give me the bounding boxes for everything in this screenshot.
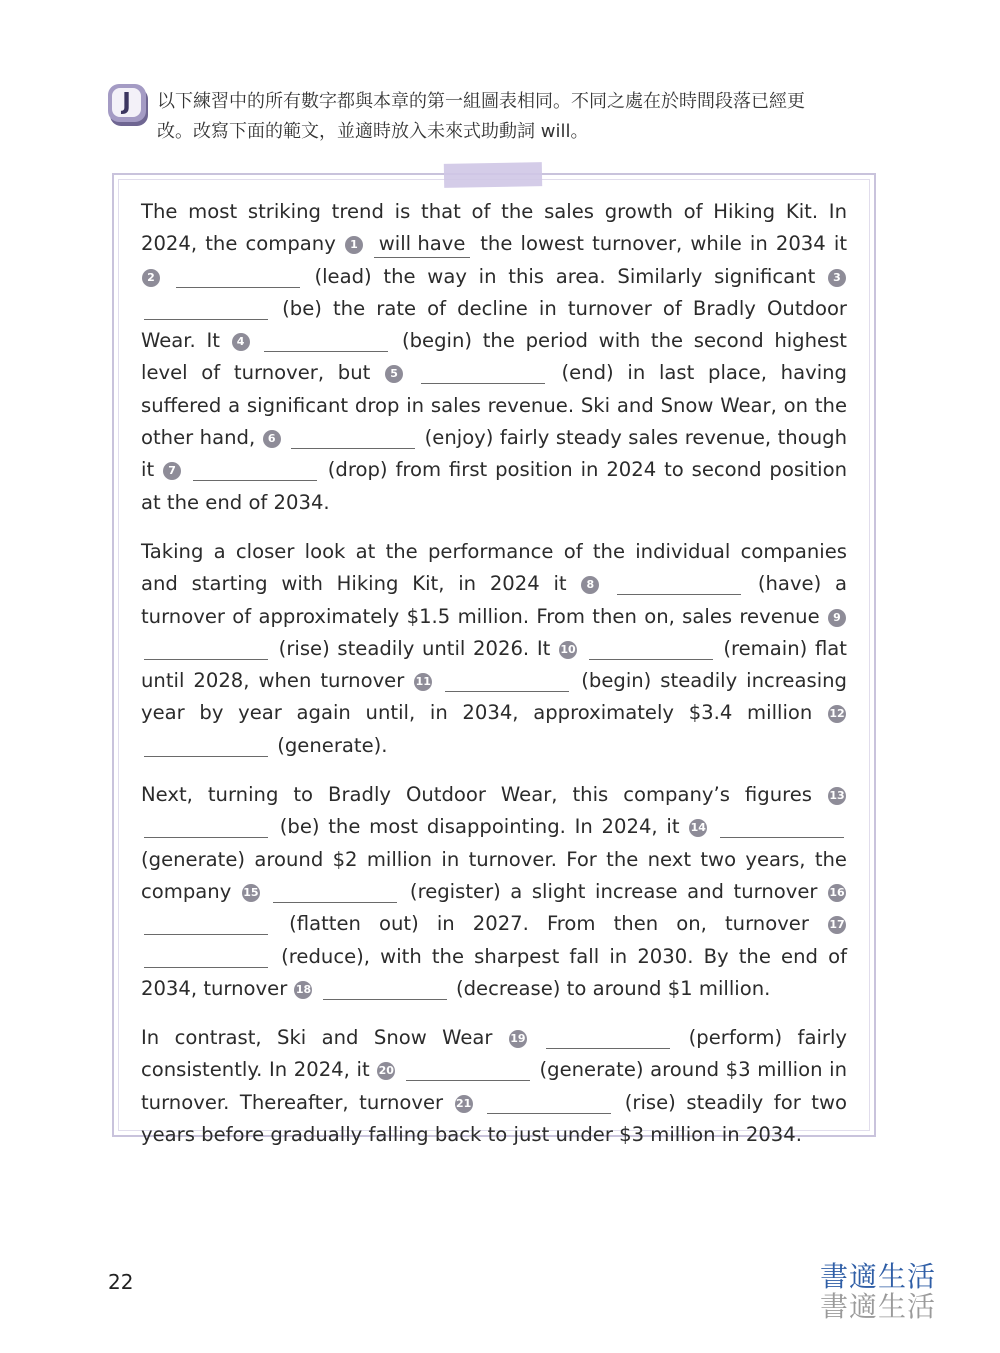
question-number-12: 12 [828,705,846,723]
paragraph-4 [141,1022,847,1151]
paragraph-1 [141,196,847,519]
instruction-line-2: 改。改寫下面的範文，並適時放入未來式助動詞 will。 [157,121,589,142]
text-segment: (be) the most disappointing. In 2024, it [271,815,689,839]
text-segment: Taking a closer look at the performance of the individual companies and starting with Hiking Kit, in 2024 it [141,539,847,596]
text-segment: (rise) steadily for two years before gradually falling back to just under $3 million in 2034. [141,1090,847,1147]
logo-line-2: 書適生活 [820,1290,937,1323]
text-segment: (decrease) to around $1 million. [449,976,771,1000]
answer-blank-18[interactable] [323,977,447,1000]
text-segment: (begin) steadily increasing year by year again until, in 2034, approximately $3.4 million [141,669,847,725]
text-segment: (enjoy) fairly steady sales revenue, though it [141,426,847,482]
answer-blank-12[interactable] [144,734,268,757]
question-number-16: 16 [828,884,846,902]
question-number-14: 14 [689,819,707,837]
exercise-text [141,196,847,1168]
text-segment: (flatten out) in 2027. From then on, turnover [271,912,827,936]
answer-blank-2[interactable] [176,265,300,288]
question-number-10: 10 [559,641,577,659]
paragraph-2 [141,536,847,762]
text-segment: (lead) the way in this area. Similarly significant [302,264,827,288]
answer-blank-13[interactable] [144,815,268,838]
text-segment: (generate) around $3 million in turnover. Thereafter, turnover [141,1058,847,1114]
question-number-19: 19 [509,1030,527,1048]
answer-blank-7[interactable] [193,458,317,481]
question-number-11: 11 [414,673,432,691]
answer-blank-21[interactable] [487,1091,611,1114]
page-number: 22 [108,1270,134,1294]
question-number-3: 3 [828,269,846,287]
text-segment: (generate). [271,733,388,757]
text-segment: (have) a turnover of approximately $1.5 million. From then on, sales revenue [141,572,848,628]
answer-blank-10[interactable] [589,637,713,660]
text-segment: (perform) fairly consistently. In 2024, it [141,1026,847,1082]
answer-blank-3[interactable] [144,297,268,320]
text-segment: Next, turning to Bradly Outdoor Wear, this company’s figures [141,783,827,807]
answer-blank-16[interactable] [144,912,268,935]
exercise-badge [108,84,146,122]
answer-blank-6[interactable] [291,426,415,449]
question-number-9: 9 [828,609,846,627]
question-number-6: 6 [263,430,281,448]
answer-blank-19[interactable] [546,1026,670,1049]
text-segment: (be) the rate of decline in turnover of Bradly Outdoor Wear. It [141,296,847,353]
answer-blank-17[interactable] [144,945,268,968]
question-number-17: 17 [828,916,846,934]
answer-blank-5[interactable] [421,361,545,384]
question-number-4: 4 [232,333,250,351]
example-answer: will have [374,231,470,258]
answer-blank-11[interactable] [445,669,569,692]
text-segment: (register) a slight increase and turnover [400,879,827,903]
text-segment: (generate) around $2 million in turnover. For the next two years, the company [141,847,847,903]
text-segment: (remain) flat until 2028, when turnover [141,636,847,693]
text-segment: (begin) the period with the second highest level of turnover, but [141,329,847,385]
answer-blank-15[interactable] [273,880,397,903]
instruction-text [157,87,877,147]
question-number-5: 5 [385,365,403,383]
question-number-8: 8 [581,576,599,594]
answer-blank-9[interactable] [144,637,268,660]
answer-blank-14[interactable] [720,815,844,838]
text-segment: (drop) from first position in 2024 to second position at the end of 2034. [141,458,847,514]
question-number-18: 18 [294,981,312,999]
text-segment: (reduce), with the sharpest fall in 2030. By the end of 2034, turnover [141,944,847,1000]
logo-line-1: 書適生活 [820,1260,937,1293]
answer-blank-4[interactable] [264,329,388,352]
answer-blank-20[interactable] [406,1058,530,1081]
text-segment: The most striking trend is that of the sales growth of Hiking Kit. In 2024, the company [141,200,847,256]
paragraph-3 [141,779,847,1005]
question-number-7: 7 [163,462,181,480]
question-number-20: 20 [377,1062,395,1080]
text-segment: (rise) steadily until 2026. It [271,636,558,660]
question-number-1: 1 [345,236,363,254]
publisher-logo [820,1262,950,1322]
instruction-line-1: 以下練習中的所有數字都與本章的第一組圖表相同。不同之處在於時間段落已經更 [157,91,805,112]
instruction-block [104,80,884,160]
question-number-13: 13 [828,787,846,805]
text-segment: (end) in last place, having suffered a significant drop in sales revenue. Ski and Snow Wear, on the other hand, [141,361,847,450]
text-segment: In contrast, Ski and Snow Wear [141,1026,508,1050]
question-number-21: 21 [455,1095,473,1113]
question-number-2: 2 [142,269,160,287]
answer-blank-8[interactable] [617,572,741,595]
question-number-15: 15 [242,884,260,902]
text-segment: the lowest turnover, while in 2034 it [472,232,847,256]
decorative-tape [444,162,542,188]
exercise-letter: J [112,88,141,117]
